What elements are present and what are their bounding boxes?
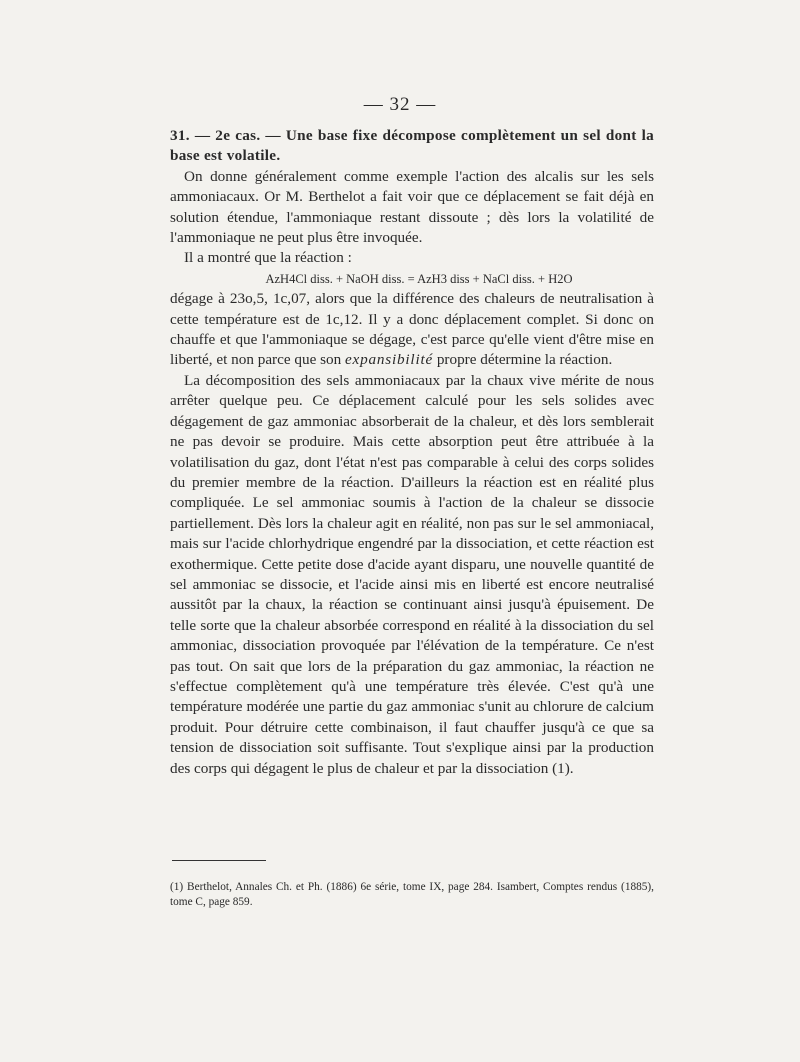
body-text (170, 126, 654, 779)
paragraph-reaction-lead: Il a montré que la réaction : (184, 249, 352, 267)
after-formula-tail: propre détermine la réaction. (433, 351, 613, 369)
paragraph-after-formula (170, 289, 654, 371)
after-formula-lead: dégage à 23o,5, 1c,07, alors que la différence des chaleurs de neutralisation à cette température est de 1c,12. Il y a donc déplacement complet. Si donc on chauffe et que l'ammoniaque se dégage, c'est parce qu'elle vient d'être mise en liberté, et non parce que son (170, 290, 654, 369)
paragraph-intro: On donne généralement comme exemple l'action des alcalis sur les sels ammoniacaux. Or M. Berthelot a fait voir que ce déplacement se fait déjà en solution étendue, l'ammoniaque restant dissoute ; dès lors la volatilité de l'ammoniaque ne peut plus être invoquée. (170, 167, 654, 247)
page-number: — 32 — (363, 94, 437, 115)
emphasis-expansibilite: expansibilité (345, 351, 434, 369)
section-heading: 31. — 2e cas. — Une base fixe décompose complètement un sel dont la base est volatile. (170, 127, 654, 165)
footnote-divider (172, 860, 266, 861)
chemical-formula: AzH4Cl diss. + NaOH diss. = AzH3 diss + NaCl diss. + H2O (265, 271, 573, 286)
paragraph-decomposition: La décomposition des sels ammoniacaux par la chaux vive mérite de nous arrêter quelque peu. Ce déplacement calculé pour les sels solides avec dégagement de gaz ammoniac absorberait de la chaleur, et dès lors semblerait ne pas devoir se produire. Mais cette absorption peut être attribuée à la volatilisation du gaz, dont l'état n'est pas comparable à celui des corps solides du premier membre de la réaction. D'ailleurs la réaction est en réalité plus compliquée. Le sel ammoniac soumis à l'action de la chaleur se dissocie partiellement. Dès lors la chaleur agit en réalité, non pas sur le sel ammoniacal, mais sur l'acide chlorhydrique engendré par la dissociation, et cette réaction est exothermique. Cette petite dose d'acide ayant disparu, une nouvelle quantité de sel ammoniac se dissocie, et l'acide ainsi mis en liberté est encore neutralisé aussitôt par la chaux, la réaction se continuant ainsi jusqu'à épuisement. De telle sorte que la chaleur absorbée correspond en réalité à la dissociation du sel ammoniac, dissociation provoquée par l'élévation de la température. Ce n'est pas tout. On sait que lors de la préparation du gaz ammoniac, la réaction ne s'effectue complètement qu'à une température très élevée. C'est qu'à une température modérée une partie du gaz ammoniac s'unit au chlorure de calcium produit. Pour détruire cette combinaison, il faut chauffer jusqu'à ce que sa tension de dissociation soit suffisante. Tout s'explique ainsi par la production des corps qui dégagent le plus de chaleur et par la dissociation (1). (170, 371, 654, 777)
footnote: (1) Berthelot, Annales Ch. et Ph. (1886) 6e série, tome IX, page 284. Isambert, Comptes rendus (1885), tome C, page 859. (170, 881, 654, 908)
